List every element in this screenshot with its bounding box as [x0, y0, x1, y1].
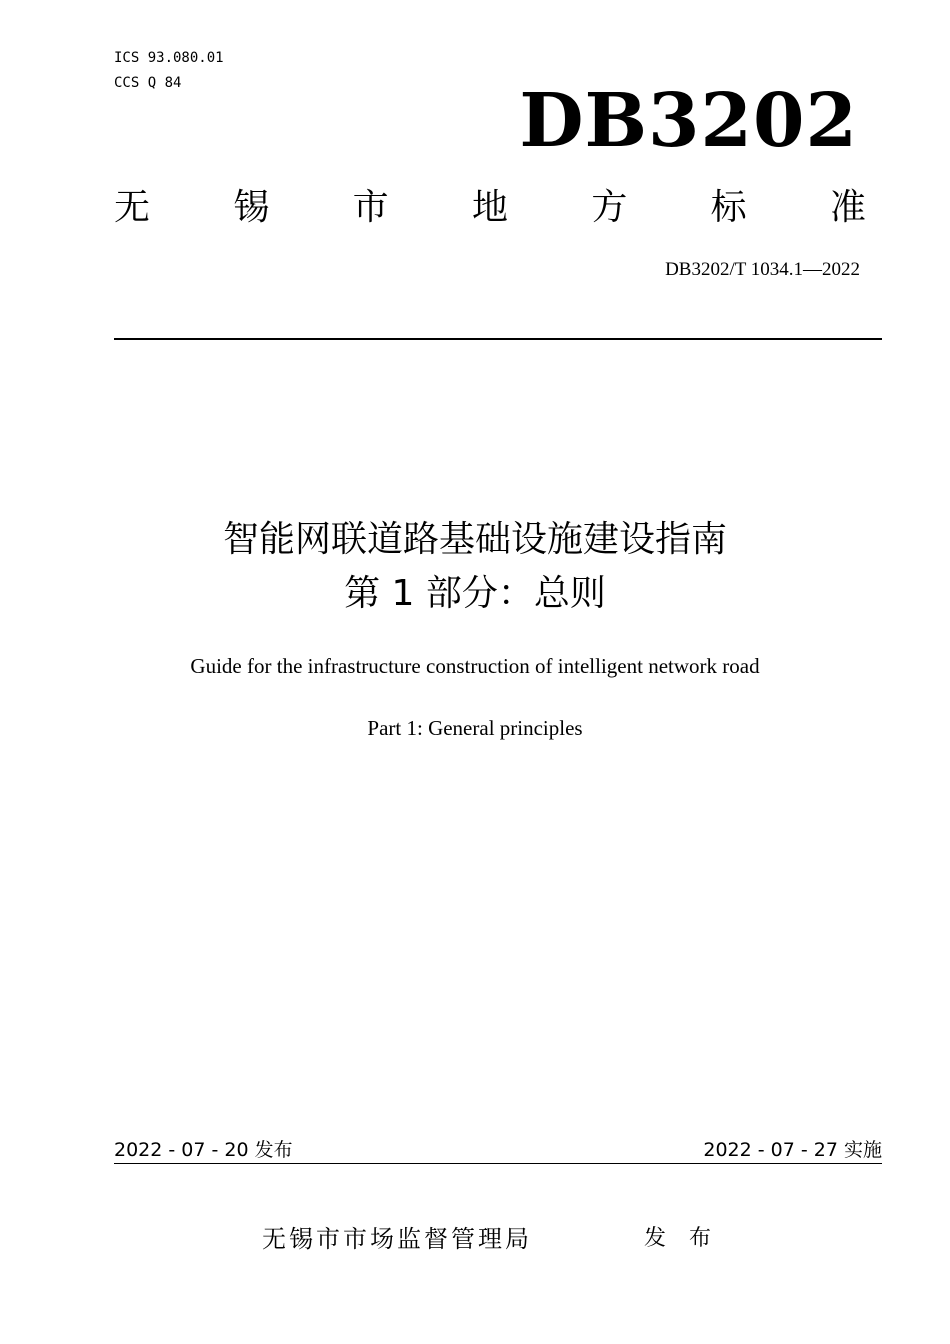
standard-type: [114, 186, 866, 230]
title-english-part: Part 1: General principles: [367, 716, 583, 740]
title-chinese-part: 第 1 部分：总则: [344, 573, 606, 614]
title-english-main: Guide for the infrastructure construction of intelligent network road: [190, 654, 760, 678]
standard-type-char: 锡: [233, 187, 270, 228]
ccs-code: CCS Q 84: [114, 75, 182, 91]
title-chinese-main: 智能网联道路基础设施建设指南: [222, 519, 727, 560]
standard-type-char: 方: [591, 187, 628, 228]
issuing-authority: 无锡市市场监督管理局: [262, 1225, 532, 1253]
footer-divider: [114, 1163, 882, 1164]
publish-label: 发 布: [644, 1226, 719, 1251]
standard-type-char: 准: [829, 187, 866, 228]
standard-code: DB3202: [519, 78, 858, 164]
standard-type-char: 无: [114, 187, 151, 228]
document-number: DB3202/T 1034.1—2022: [665, 259, 860, 280]
standard-type-char: 市: [352, 187, 389, 228]
header-divider: [114, 338, 882, 340]
implementation-date: 2022 - 07 - 27 实施: [703, 1139, 882, 1161]
standard-type-char: 地: [471, 187, 508, 228]
ics-code: ICS 93.080.01: [114, 50, 224, 66]
standard-type-char: 标: [710, 187, 747, 228]
issue-date: 2022 - 07 - 20 发布: [114, 1139, 293, 1161]
